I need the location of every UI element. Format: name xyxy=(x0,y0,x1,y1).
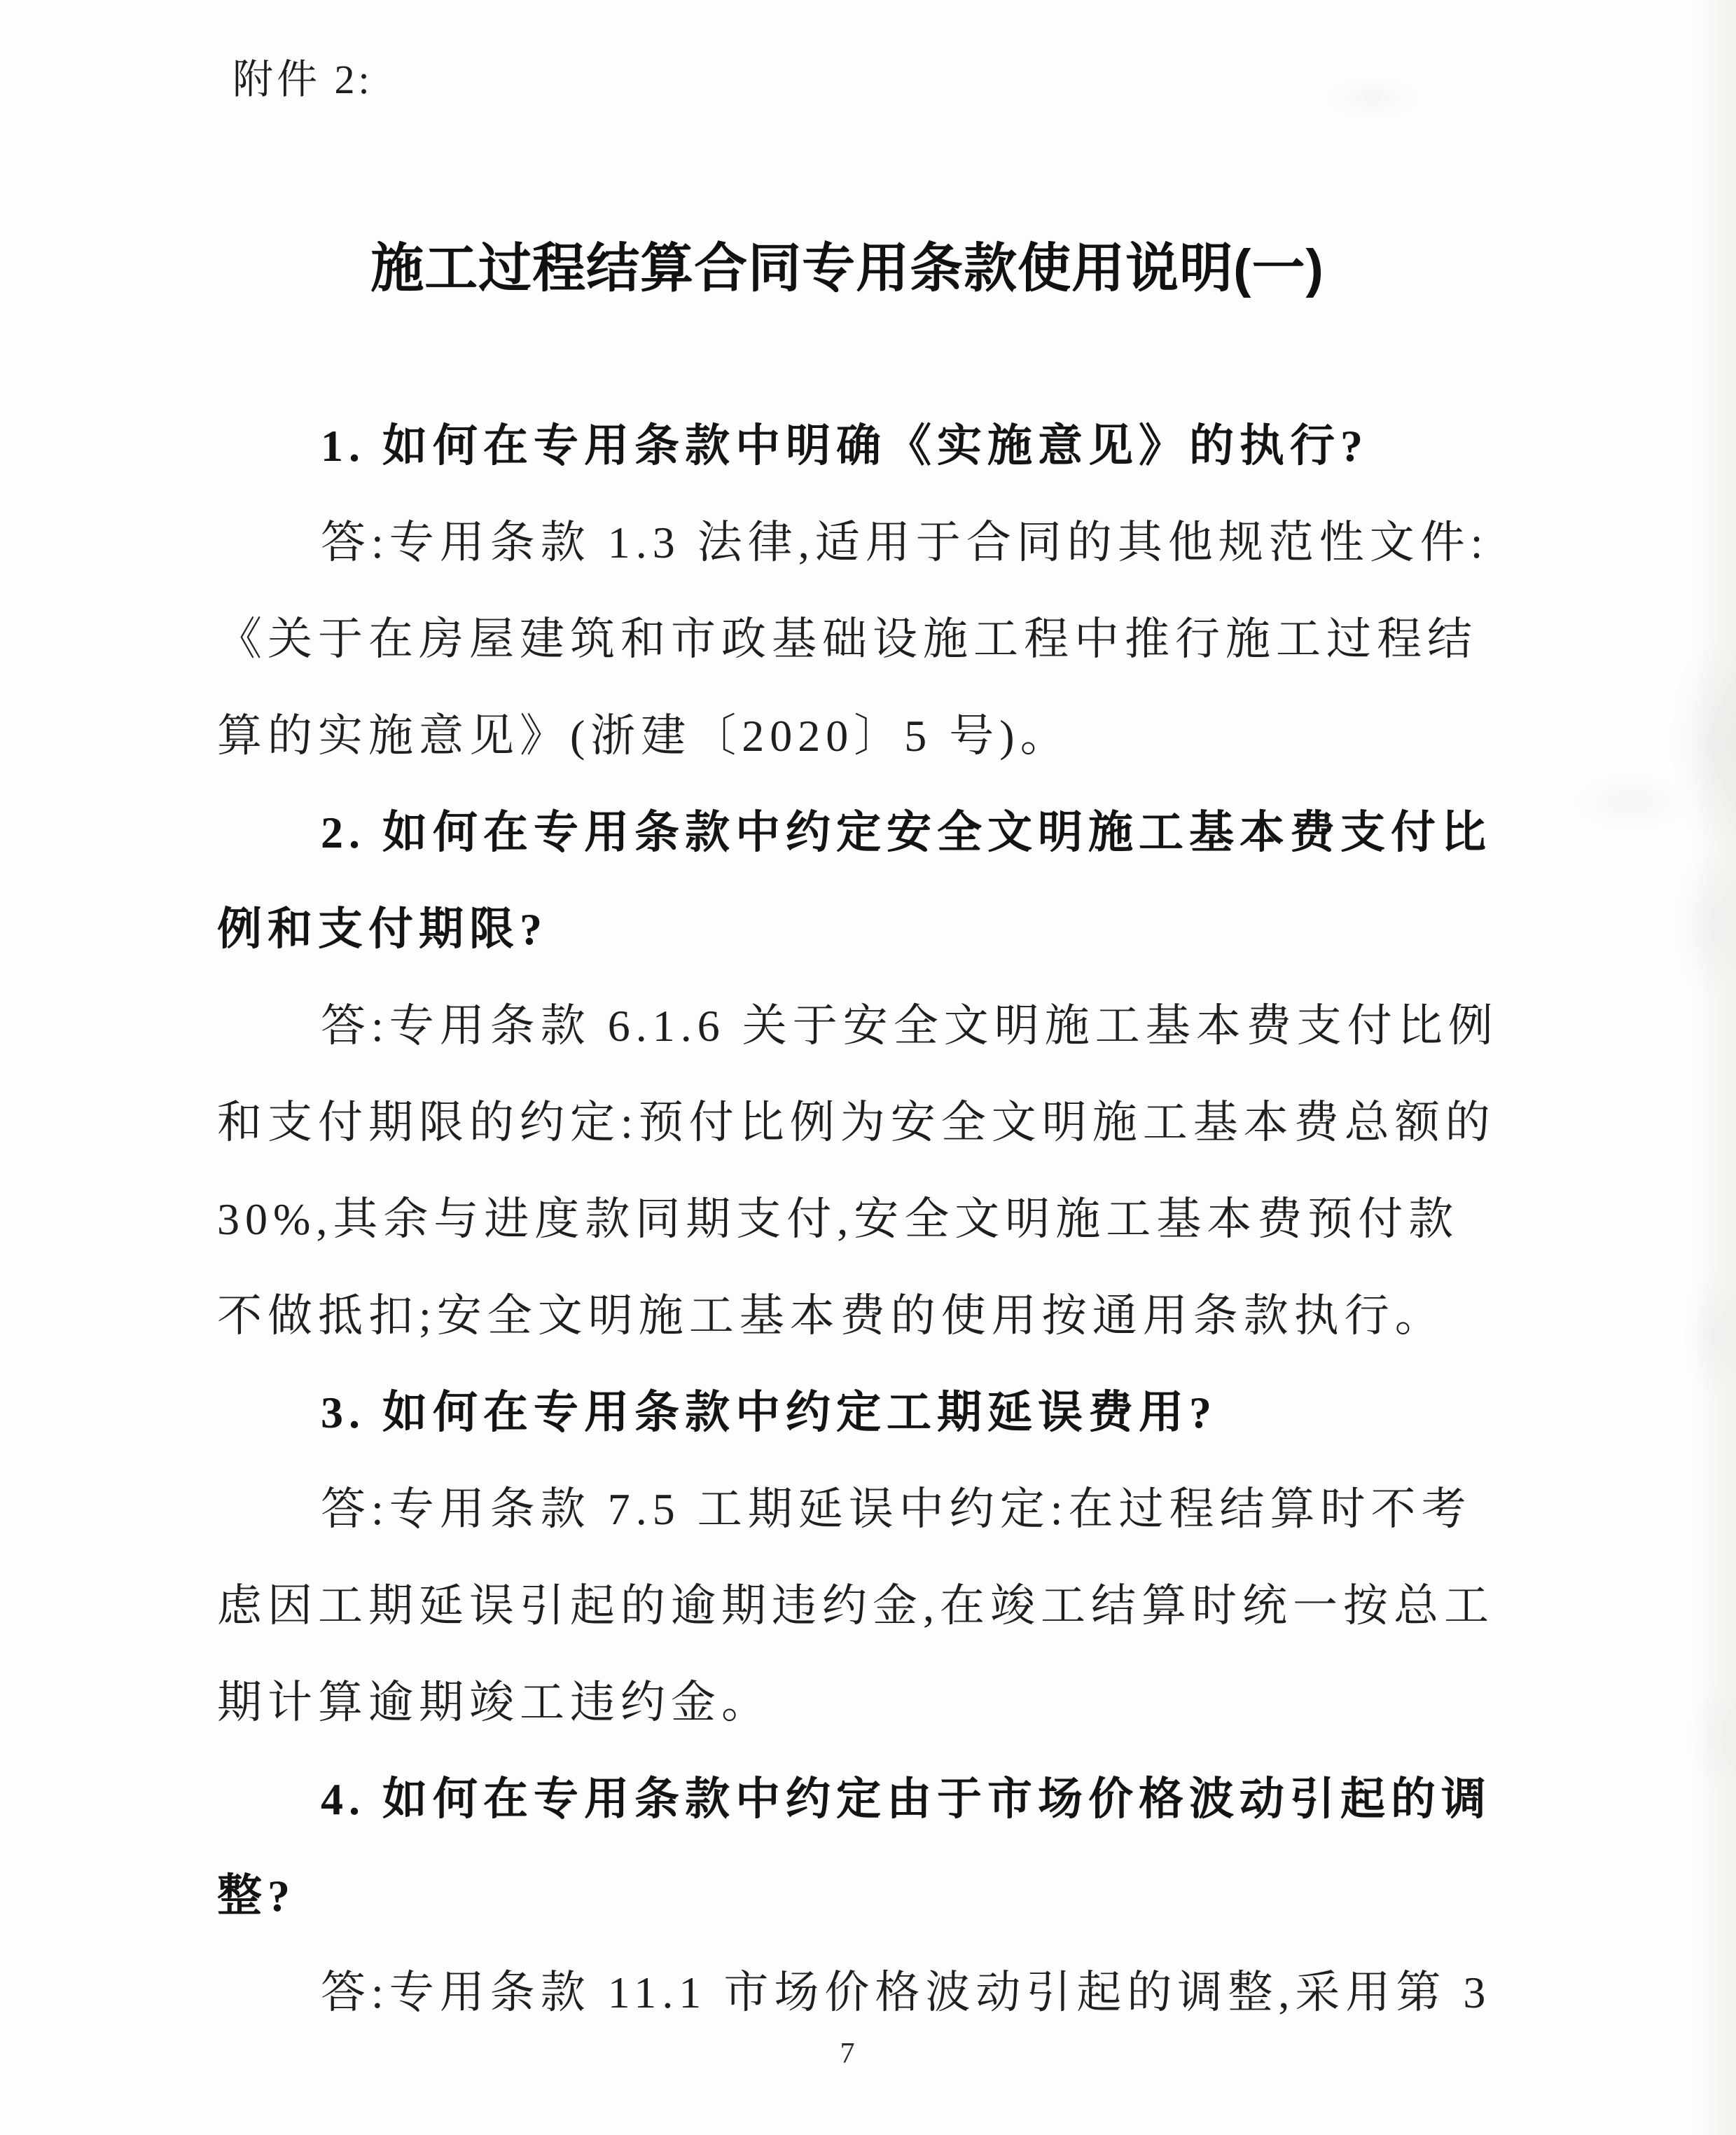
document-body xyxy=(217,398,1499,2041)
answer-line: 虑因工期延误引起的逾期违约金,在竣工结算时统一按总工 xyxy=(217,1581,1494,1631)
page-number: 7 xyxy=(840,2038,855,2070)
attachment-label: 附件 2: xyxy=(232,57,373,102)
document-title: 施工过程结算合同专用条款使用说明(一) xyxy=(370,239,1324,298)
question-line: 3. 如何在专用条款中约定工期延误费用? xyxy=(321,1388,1217,1437)
question-line: 2. 如何在专用条款中约定安全文明施工基本费支付比 xyxy=(321,808,1492,857)
answer-line: 答:专用条款 11.1 市场价格波动引起的调整,采用第 3 xyxy=(321,1968,1492,2017)
question-line: 整? xyxy=(217,1871,296,1921)
answer-line: 算的实施意见》(浙建〔2020〕5 号)。 xyxy=(217,711,1071,761)
answer-line: 不做抵扣;安全文明施工基本费的使用按通用条款执行。 xyxy=(217,1291,1445,1341)
answer-line: 30%,其余与进度款同期支付,安全文明施工基本费预付款 xyxy=(217,1194,1459,1244)
question-line: 4. 如何在专用条款中约定由于市场价格波动引起的调 xyxy=(321,1774,1492,1824)
answer-line: 答:专用条款 1.3 法律,适用于合同的其他规范性文件: xyxy=(321,518,1489,567)
answer-line: 答:专用条款 6.1.6 关于安全文明施工基本费支付比例 xyxy=(321,1001,1499,1051)
answer-line: 期计算逾期竣工违约金。 xyxy=(217,1678,772,1727)
answer-line: 《关于在房屋建筑和市政基础设施工程中推行施工过程结 xyxy=(217,614,1478,664)
answer-line: 答:专用条款 7.5 工期延误中约定:在过程结算时不考 xyxy=(321,1484,1472,1534)
question-line: 例和支付期限? xyxy=(217,904,548,954)
question-line: 1. 如何在专用条款中明确《实施意见》的执行? xyxy=(321,421,1368,471)
answer-line: 和支付期限的约定:预付比例为安全文明施工基本费总额的 xyxy=(217,1098,1496,1147)
